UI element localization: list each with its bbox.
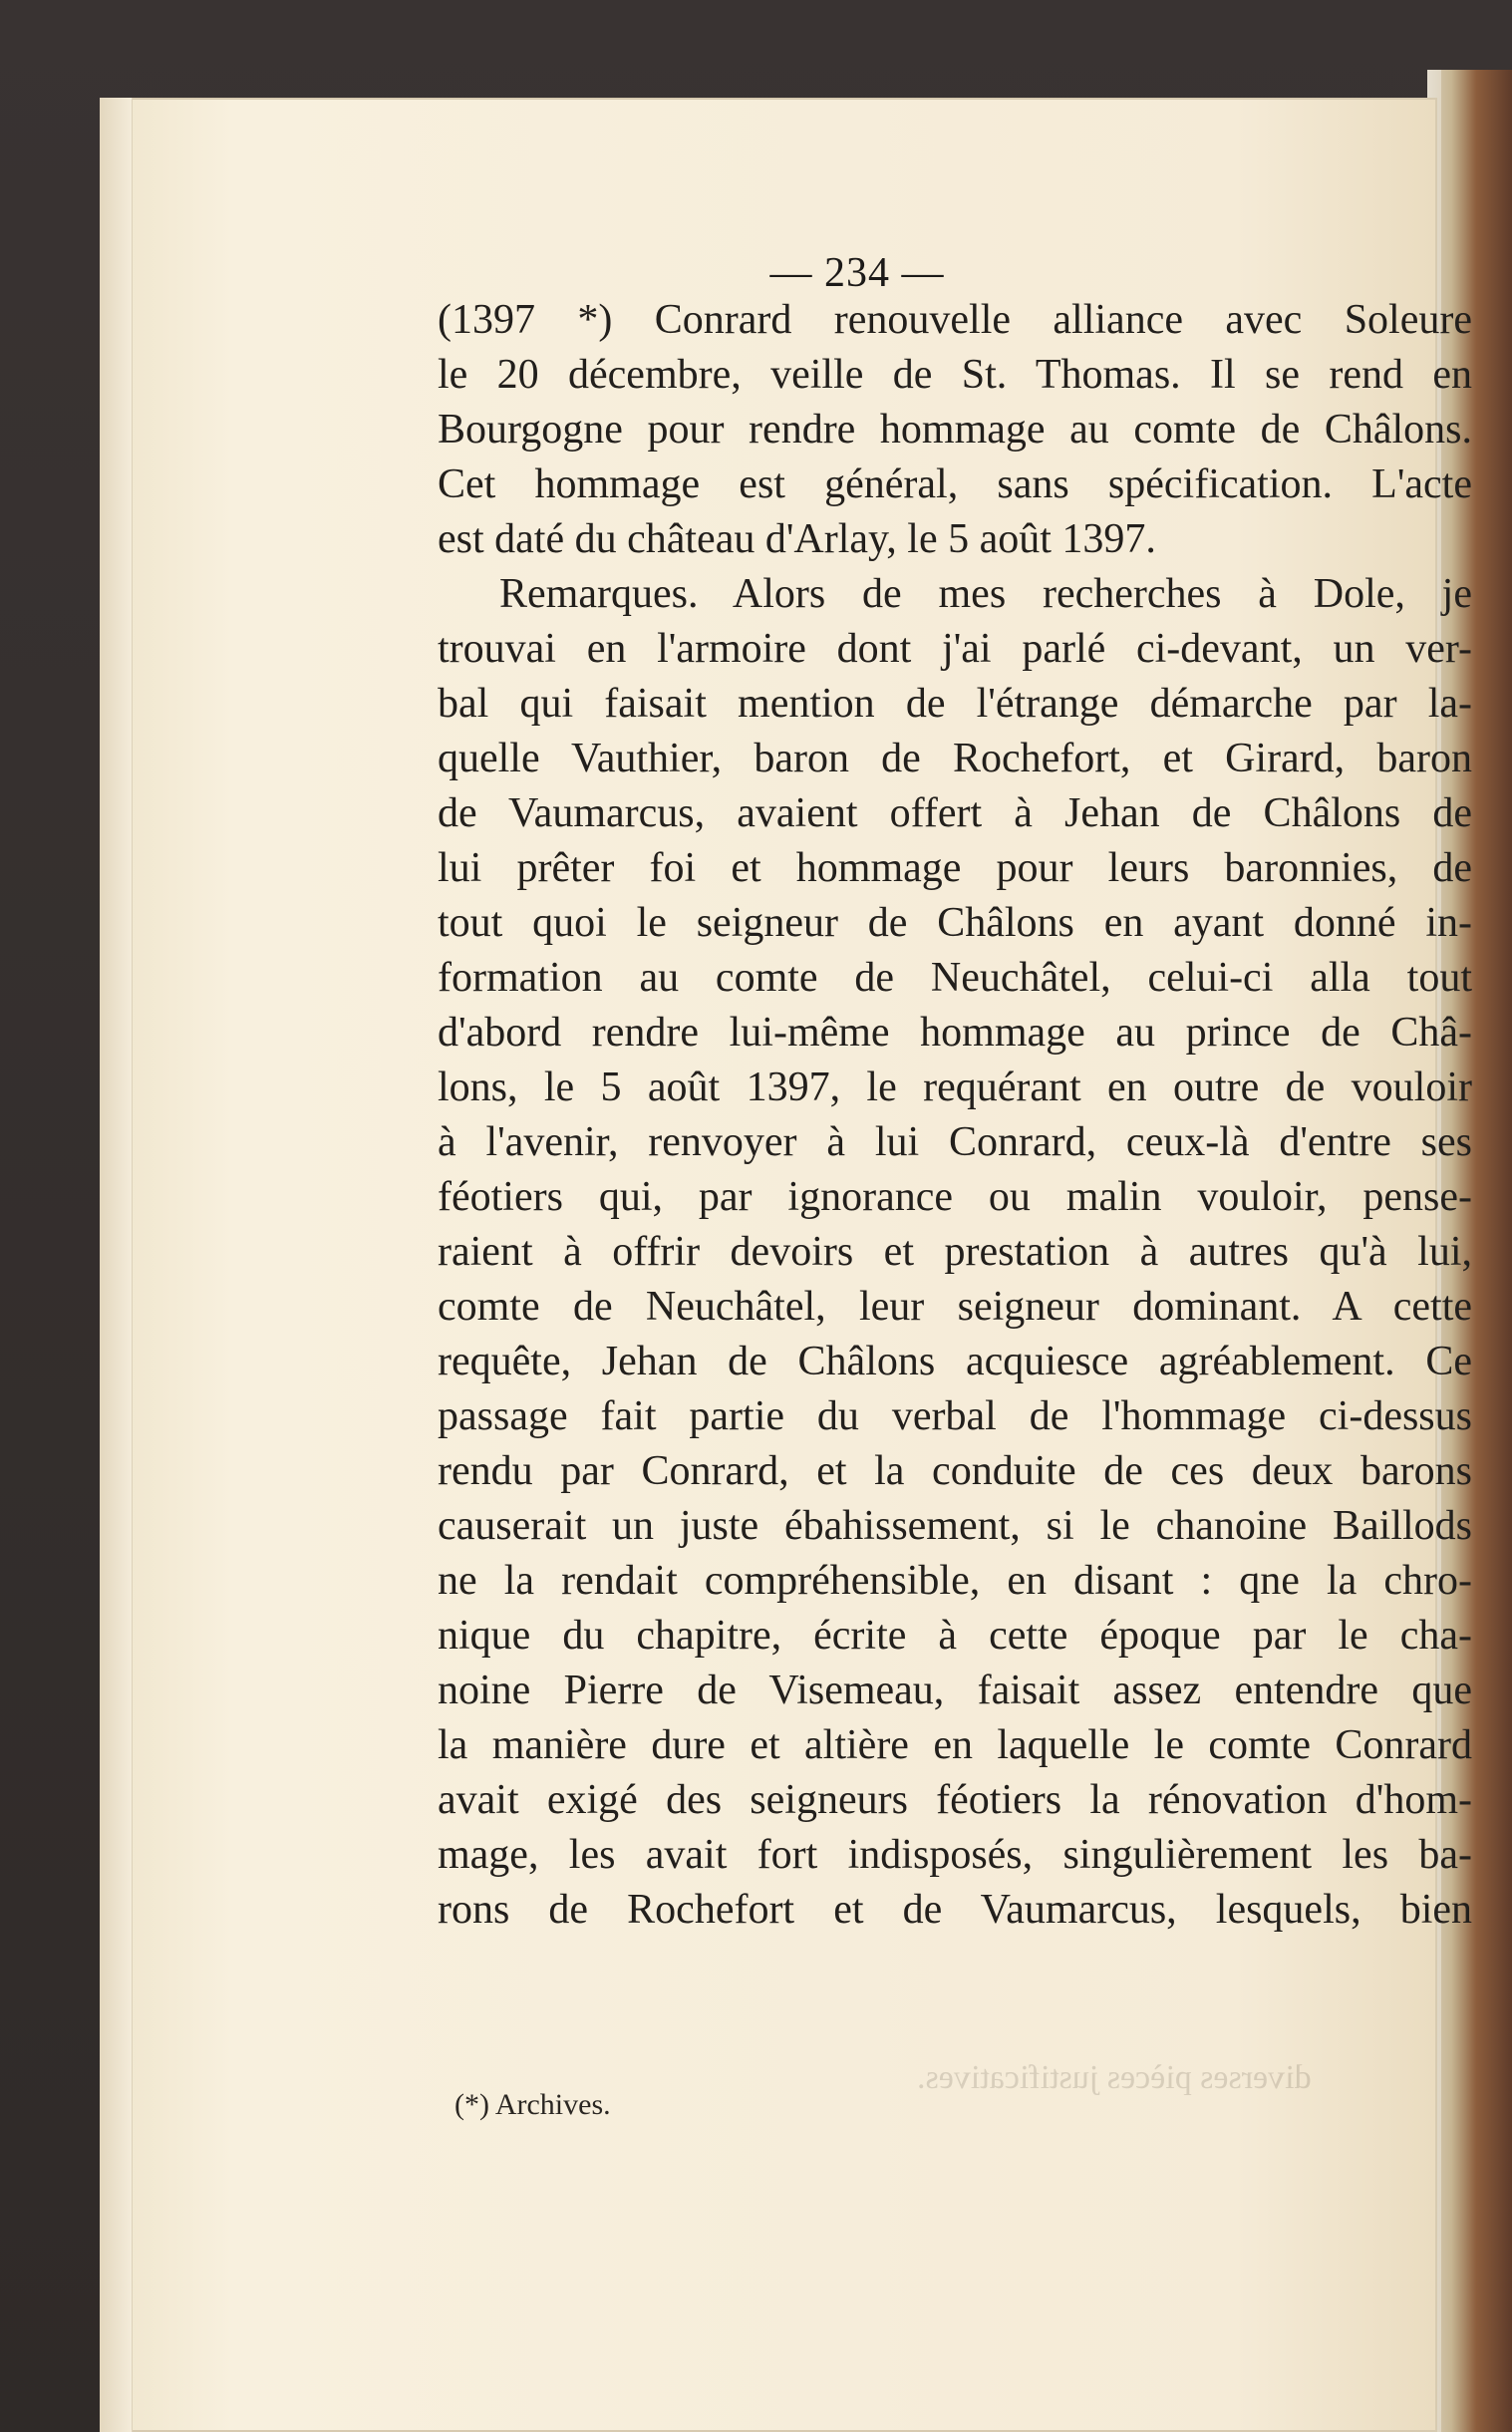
text-line: Remarques. Alors de mes recherches à Dole, je [499,571,1472,617]
page-inner [100,98,1472,2432]
text-line: comte de Neuchâtel, leur seigneur dominant. A cette [438,1284,1472,1330]
text-line: est daté du château d'Arlay, le 5 août 1397. [438,516,1156,562]
text-line: lons, le 5 août 1397, le requérant en outre de vouloir [438,1064,1472,1110]
page [100,98,1472,2432]
text-line: rendu par Conrard, et la conduite de ces deux barons [438,1448,1472,1494]
text-line: formation au comte de Neuchâtel, celui-ci alla tout [438,955,1472,1001]
text-line: féotiers qui, par ignorance ou malin vouloir, pense- [438,1174,1472,1220]
main-text [438,293,1472,1938]
text-line: passage fait partie du verbal de l'hommage ci-dessus [438,1393,1472,1439]
text-line: le 20 décembre, veille de St. Thomas. Il se rend en [438,352,1472,398]
text-line: rons de Rochefort et de Vaumarcus, lesquels, bien [438,1887,1472,1933]
text-line: mage, les avait fort indisposés, singulièrement les ba- [438,1832,1472,1878]
text-line: causerait un juste ébahissement, si le chanoine Baillods [438,1503,1472,1549]
text-line: bal qui faisait mention de l'étrange démarche par la- [438,681,1472,727]
text-line: la manière dure et altière en laquelle le comte Conrard [438,1722,1472,1768]
text-line: Bourgogne pour rendre hommage au comte de Châlons. [438,407,1472,453]
text-line: lui prêter foi et hommage pour leurs baronnies, de [438,845,1472,891]
text-line: d'abord rendre lui-même hommage au prince de Châ- [438,1010,1472,1056]
text-line: quelle Vauthier, baron de Rochefort, et Girard, baron [438,736,1472,781]
footnote: (*) Archives. [454,2088,611,2121]
text-line: requête, Jehan de Châlons acquiesce agréablement. Ce [438,1339,1472,1384]
bleedthrough-text: diverses pièces justificatives. [917,2059,1312,2096]
text-line: (1397 *) Conrard renouvelle alliance avec Soleure [438,297,1472,343]
text-line: nique du chapitre, écrite à cette époque par le cha- [438,1613,1472,1659]
text-line: noine Pierre de Visemeau, faisait assez entendre que [438,1668,1472,1713]
text-line: tout quoi le seigneur de Châlons en ayant donné in- [438,900,1472,946]
text-line: trouvai en l'armoire dont j'ai parlé ci-devant, un ver- [438,626,1472,672]
text-line: à l'avenir, renvoyer à lui Conrard, ceux-là d'entre ses [438,1119,1472,1165]
text-line: raient à offrir devoirs et prestation à autres qu'à lui, [438,1229,1472,1275]
text-line: ne la rendait compréhensible, en disant : qne la chro- [438,1558,1472,1604]
text-line: de Vaumarcus, avaient offert à Jehan de Châlons de [438,790,1472,836]
text-line: avait exigé des seigneurs féotiers la rénovation d'hom- [438,1777,1472,1823]
text-line: Cet hommage est général, sans spécification. L'acte [438,461,1472,507]
page-number: — 234 — [769,250,945,296]
